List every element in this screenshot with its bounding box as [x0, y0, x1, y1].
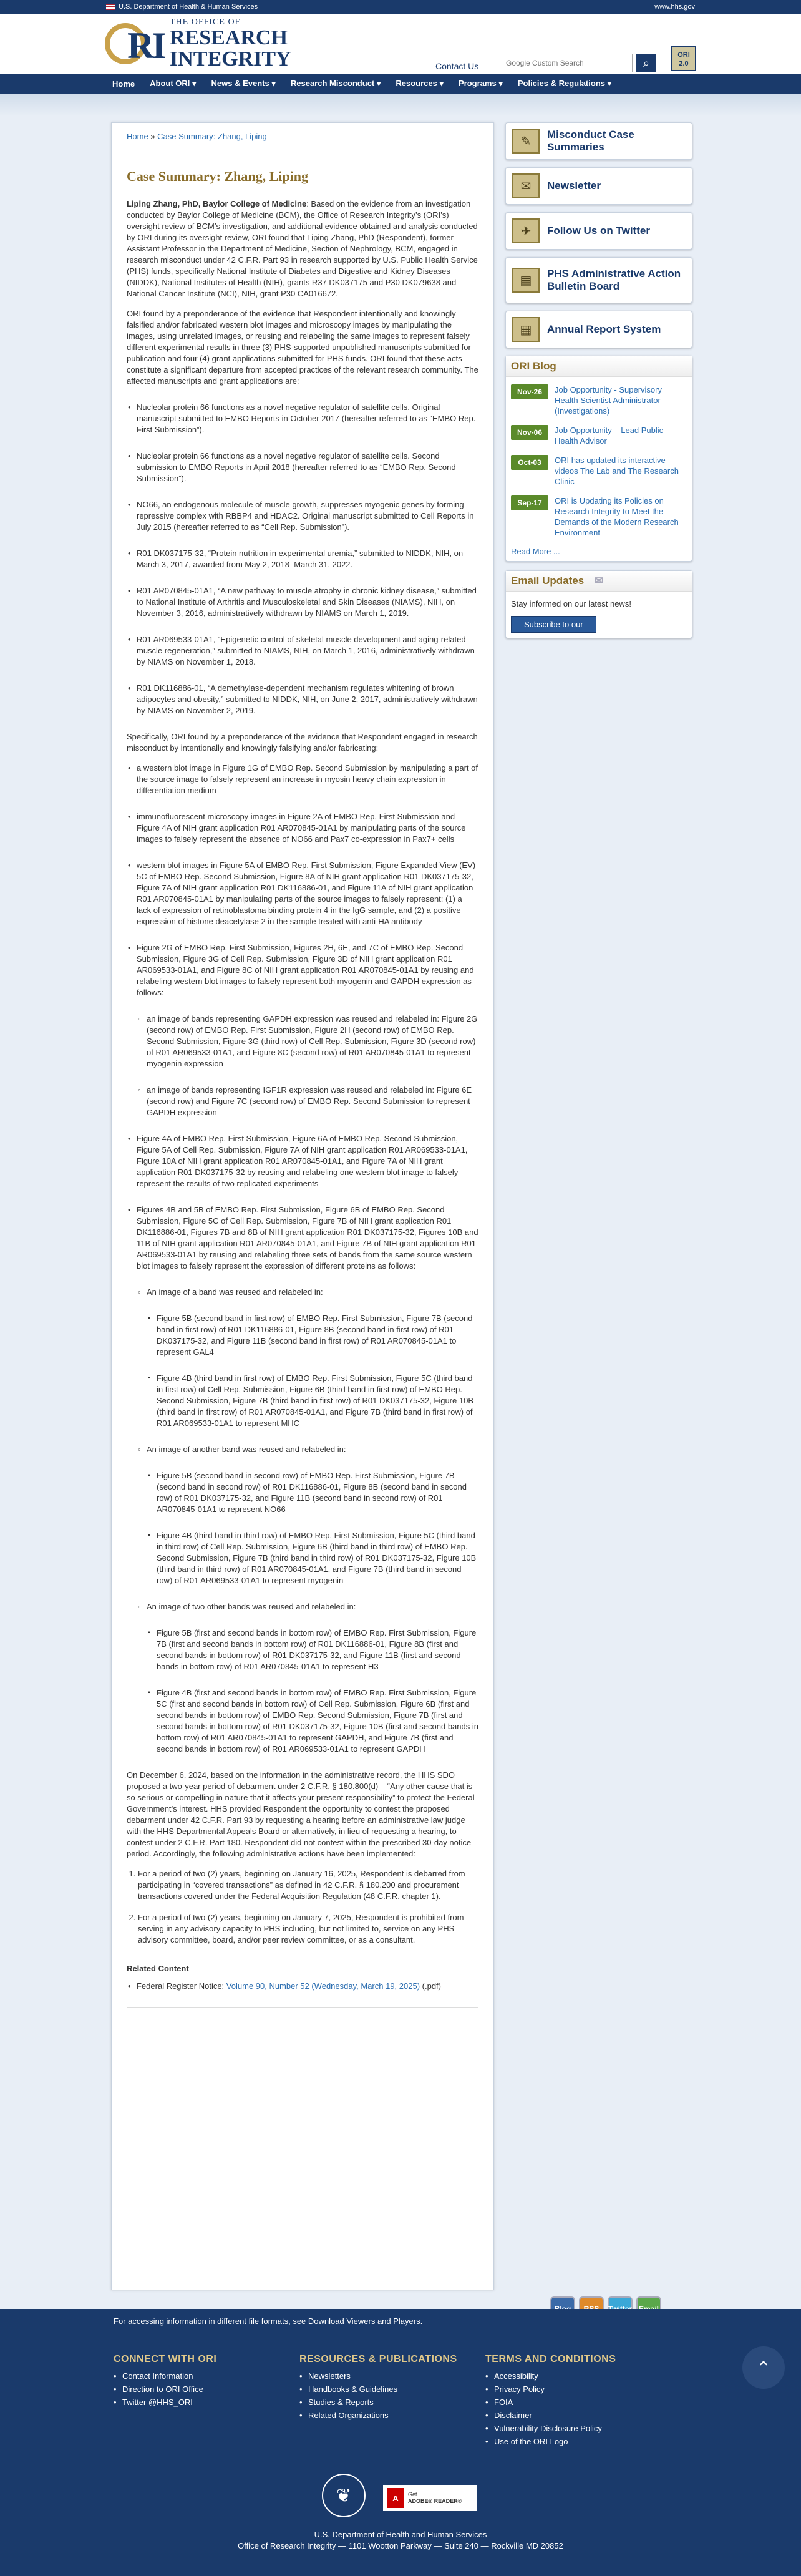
list-item	[127, 942, 478, 1118]
adobe-reader-badge[interactable]	[383, 2485, 477, 2511]
sidebar	[505, 122, 692, 647]
footer-link[interactable]: Privacy Policy	[494, 2384, 545, 2394]
list-item: • R01 DK037175-32, “Protein nutrition in experimental uremia,” submitted to NIDDK, NIH, on March 3, 2017, awarded from May 2, 2018–March 31, 2022.	[127, 548, 478, 570]
intro-paragraph	[127, 198, 478, 300]
hhs-link[interactable]: www.hhs.gov	[654, 3, 695, 11]
viewers-text: For accessing information in different file formats, see	[114, 2316, 308, 2326]
footer-link[interactable]: Newsletters	[308, 2371, 351, 2381]
list-item	[137, 1287, 478, 1429]
list-item: ◦ an image of bands representing GAPDH expression was reused and relabeled in: Figure 2G (second row) of EMBO Rep. First Submission, Figure 2H (second row) of EMBO Rep. Second Submission, Figure 3G (third row) of Cell Rep. Submission, Figure 3D (second row) of R01 AR069533-01A1, and Figure 8C (second row) of R01 AR070845-01A1 to represent myogenin expression	[137, 1013, 478, 1070]
email-updates-title	[506, 571, 692, 592]
search-bar	[502, 54, 656, 72]
breadcrumb	[127, 132, 478, 141]
list-item: ▪ Figure 4B (third band in first row) of EMBO Rep. First Submission, Figure 5C (third band in first row) of Cell Rep. Submission, Figure 6B (third band in first row) of EMBO Rep. Second Submission, Figure 7B (third band in first row) of R01 DK037175-32, Figure 10B (third band in first row) of R01 AR070845-01A1, and Figure 7B (third band in first row) of R01 AR069533-01A1 to represent MHC	[147, 1373, 478, 1429]
list-item: 2. For a period of two (2) years, beginning on January 7, 2025, Respondent is prohibited from serving in any advisory capacity to PHS including, but not limited to, service on any PHS advisory committee, board, and/or peer review committee, or as a consultant.	[138, 1912, 478, 1946]
list-item: ▪ Figure 5B (first and second bands in bottom row) of EMBO Rep. First Submission, Figure 7B (first and second bands in bottom row) of R01 DK116886-01, Figure 8B (first and second bands in bottom row) of R01 DK037175-32, and Figure 11B (first and second bands in bottom row) of R01 AR070845-01A1 to represent H3	[147, 1627, 478, 1672]
post-link[interactable]: Job Opportunity – Lead Public Health Advisor	[555, 426, 664, 446]
post-link[interactable]: Job Opportunity - Supervisory Health Scientist Administrator (Investigations)	[555, 385, 662, 416]
federal-register-link[interactable]: Volume 90, Number 52 (Wednesday, March 19, 2025)	[226, 1981, 420, 1991]
list-item: • R01 AR070845-01A1, “A new pathway to muscle atrophy in chronic kidney disease,” submitted to National Institute of Arthritis and Musculoskeletal and Skin Diseases (NIAMS), NIH, on November 3, 2016, administratively withdrawn by NIAMS on March 1, 2019.	[127, 585, 478, 619]
card-label: Newsletter	[547, 180, 601, 192]
viewers-note	[114, 2316, 422, 2326]
ori-badge-line-2: 2.0	[679, 60, 689, 67]
blog-post	[511, 455, 687, 487]
sub-sub-list	[147, 1627, 478, 1755]
search-button[interactable]	[636, 54, 656, 72]
footer-col-resources	[299, 2354, 457, 2424]
intro-text: : Based on the evidence from an investigation conducted by Baylor College of Medicine (BCM), the Office of Research Integrity’s (ORI’s) oversight review of BCM’s investigation, and additional evidence obtained and analysis conducted by ORI during its oversight review, ORI found that Liping Zhang, PhD (Respondent), former Assistant Professor in the Department of Medicine, Section of Nephrology, BCM, engaged in research misconduct under 42 C.F.R. Part 93 in research supported by U.S. Public Health Service (PHS) funds, specifically National Institute of Diabetes and Digestive and Kidney Diseases (NIDDK), National Institutes of Health (NIH), grants R37 DK037175 and P30 DK079638 and National Cancer Institute (NCI), NIH, grant P30 CA016672.	[127, 199, 478, 298]
related-suffix: (.pdf)	[420, 1981, 441, 1991]
card-label: PHS Administrative Action Bulletin Board	[547, 268, 681, 292]
footer-link[interactable]: Contact Information	[122, 2371, 193, 2381]
ori-badge-line-1: ORI	[677, 51, 690, 59]
footer-col-title: CONNECT WITH ORI	[114, 2354, 217, 2364]
header-band	[0, 94, 801, 116]
post-date: Sep-17	[511, 495, 548, 510]
card-twitter[interactable]	[505, 212, 692, 250]
logo-line-3: INTEGRITY	[170, 47, 291, 71]
hhs-label	[106, 3, 258, 11]
footer-address-1: U.S. Department of Health and Human Services	[314, 2530, 487, 2539]
envelope-icon: ✉	[594, 575, 604, 587]
list-item: ◦ an image of bands representing IGF1R expression was reused and relabeled in: Figure 6E (second row) and Figure 7C (second row) of EMBO Rep. Second Submission to represent GAPDH expression	[137, 1085, 478, 1118]
ori-blog-box	[505, 356, 692, 562]
debarment-paragraph: On December 6, 2024, based on the information in the administrative record, the HHS SDO proposed a two-year period of debarment under 2 C.F.R. § 180.800(d) – “Any other cause that is so serious or compelling in nature that it affects your present responsibility” to protect the Federal Government’s interest. HHS provided Respondent the opportunity to contest the proposed debarment under 42 C.F.R. Part 93 by requesting a hearing before an administrative law judge with the HHS Departmental Appeals Board or alternatively, in lieu of requesting a hearing, to contest under 2 C.F.R. Part 180. Respondent did not contest within the prescribed 30-day notice period. Accordingly, the following administrative actions have been implemented:	[127, 1770, 475, 1858]
page-title: Case Summary: Zhang, Liping	[127, 168, 308, 184]
bulletin-board-icon: ▤	[512, 268, 540, 293]
ori-2-badge[interactable]	[671, 46, 696, 71]
ori-logo[interactable]	[105, 17, 291, 70]
main-content	[111, 122, 494, 2290]
blog-post	[511, 495, 687, 538]
footer-link[interactable]: FOIA	[494, 2398, 513, 2407]
nav-programs[interactable]: Programs ▾	[459, 79, 503, 88]
list-item: • Nucleolar protein 66 functions as a novel negative regulator of satellite cells. Original manuscript submitted to EMBO Reports in October 2017 (hereafter referred to as “EMBO Rep. First Submission”).	[127, 402, 478, 436]
group-heading: An image of another band was reused and relabeled in:	[147, 1445, 346, 1454]
findings-list	[127, 763, 478, 1755]
footer-link[interactable]: Twitter @HHS_ORI	[122, 2398, 193, 2407]
group-heading: An image of a band was reused and relabeled in:	[147, 1287, 323, 1297]
post-date: Nov-26	[511, 384, 548, 399]
footer-link[interactable]: Disclaimer	[494, 2411, 532, 2420]
adobe-reader-label: ADOBE® READER®	[408, 2498, 462, 2504]
footer-col-title: TERMS AND CONDITIONS	[485, 2354, 616, 2364]
adobe-text	[408, 2491, 462, 2505]
nav-research-misconduct[interactable]: Research Misconduct ▾	[290, 79, 381, 88]
post-date: Nov-06	[511, 425, 548, 440]
footer-link[interactable]: Related Organizations	[308, 2411, 389, 2420]
list-item: • immunofluorescent microscopy images in Figure 2A of EMBO Rep. First Submission and Figure 4A of NIH grant application R01 AR070845-01A1 by manipulating parts of the source images to falsely represent the absence of NO66 and Pax7 co-expression in Pax7+ cells	[127, 811, 478, 845]
footer-link[interactable]: Vulnerability Disclosure Policy	[494, 2424, 602, 2433]
email-updates-box	[505, 570, 692, 638]
ori-logo-mark-icon: RI	[105, 18, 155, 69]
footer-link[interactable]: Accessibility	[494, 2371, 538, 2381]
actions-list	[127, 1868, 478, 1946]
post-link[interactable]: ORI has updated its interactive videos The Lab and The Research Clinic	[555, 456, 679, 486]
respondent-name: Liping Zhang, PhD, Baylor College of Medicine	[127, 199, 307, 208]
case-summaries-icon: ✎	[512, 129, 540, 154]
list-item: • NO66, an endogenous molecule of muscle growth, suppresses myogenic genes by forming repressive complex with RBBP4 and HDAC2. Original manuscript submitted to Cell Reports in July 2015 (hereafter referred to as “Cell Rep. Submission”).	[127, 499, 478, 533]
footer-link[interactable]: Use of the ORI Logo	[494, 2437, 568, 2446]
breadcrumb-current[interactable]: Case Summary: Zhang, Liping	[157, 132, 267, 141]
sub-sub-list	[147, 1470, 478, 1586]
list-item: ▪ Figure 4B (first and second bands in bottom row) of EMBO Rep. First Submission, Figure 5C (first and second bands in bottom row) of Cell Rep. Submission, Figure 6B (first and second bands in bottom row) of EMBO Rep. Second Submission, Figure 7B (first and second bands in bottom row) of R01 DK037175-32, Figure 10B (first and second bands in bottom row) of R01 AR070845-01A1 to represent GAPDH, and Figure 7B (first and second bands in bottom row) of R01 AR069533-01A1 to represent GAPDH	[147, 1687, 478, 1755]
nav-resources[interactable]: Resources ▾	[396, 79, 444, 88]
contact-us-link[interactable]: Contact Us	[435, 61, 479, 71]
post-link[interactable]: ORI is Updating its Policies on Research Integrity to Meet the Demands of the Modern Research Environment	[555, 496, 679, 537]
adobe-icon: A	[387, 2488, 404, 2508]
chevron-up-icon: ⌃	[756, 2358, 771, 2378]
search-icon: ⌕	[643, 56, 650, 69]
nav-home[interactable]: Home	[112, 79, 135, 89]
divider	[127, 2007, 478, 2008]
sub-list	[137, 1287, 478, 1755]
related-list	[127, 1981, 478, 1992]
list-item	[137, 1444, 478, 1586]
card-label: Annual Report System	[547, 323, 661, 335]
hhs-top-bar	[0, 0, 801, 14]
email-updates-title-text: Email Updates	[511, 575, 585, 587]
blog-post	[511, 425, 687, 446]
subscribe-button[interactable]: Subscribe to our	[511, 616, 596, 633]
read-more-link[interactable]: Read More ...	[511, 547, 560, 556]
specifically-paragraph: Specifically, ORI found by a preponderance of the evidence that Respondent engaged in research misconduct by intentionally and knowingly falsifying and/or fabricating:	[127, 732, 478, 753]
list-item: ▪ Figure 4B (third band in third row) of EMBO Rep. First Submission, Figure 5C (third band in third row) of Cell Rep. Submission, Figure 6B (third band in third row) of EMBO Rep. Second Submission, Figure 7B (third band in third row) of R01 DK037175-32, Figure 10B (third band in third row) of R01 AR070845-01A1, and Figure 7B (third band in second row) of R01 AR069533-01A1 to represent myogenin	[147, 1530, 478, 1586]
card-phs-bulletin[interactable]	[505, 257, 692, 303]
sub-list	[137, 1013, 478, 1118]
finding-text: Figures 4B and 5B of EMBO Rep. First Submission, Figure 6B of EMBO Rep. Second Submission, Figure 5C of Cell Rep. Submission, Figure 7B of NIH grant application R01 DK116886-01, Figures 7B and 8B of NIH grant application R01 DK037175-32, Figures 10B and 11B of NIH grant application R01 AR070845-01A1, and Figure 7B of NIH grant application R01 AR069533-01A1 by reusing and relabeling three sets of bands from the same source western blot images to falsely represent the expression of different proteins as follows:	[137, 1205, 478, 1271]
nav-news[interactable]: News & Events ▾	[211, 79, 276, 88]
card-label: Misconduct Case Summaries	[547, 129, 634, 153]
search-input[interactable]	[502, 54, 633, 72]
site-footer	[0, 2309, 801, 2576]
list-item: • Nucleolar protein 66 functions as a novel negative regulator of satellite cells. Second submission to EMBO Reports in April 2018 (hereafter referred to as “EMBO Rep. Second Submission”).	[127, 451, 478, 484]
hhs-seal-icon[interactable]: ❦	[322, 2474, 366, 2517]
sub-sub-list	[147, 1313, 478, 1429]
related-prefix: Federal Register Notice:	[137, 1981, 226, 1991]
footer-link[interactable]: Studies & Reports	[308, 2398, 374, 2407]
group-heading: An image of two other bands was reused and relabeled in:	[147, 1602, 356, 1611]
logo-line-1: THE OFFICE OF	[170, 17, 241, 27]
newsletter-icon: ✉	[512, 173, 540, 198]
footer-address-2: Office of Research Integrity — 1101 Wootton Parkway — Suite 240 — Rockville MD 20852	[238, 2541, 563, 2550]
logo-line-2: RESEARCH	[170, 26, 288, 49]
nav-policies[interactable]: Policies & Regulations ▾	[517, 79, 612, 88]
post-date: Oct-03	[511, 455, 548, 470]
list-item	[137, 1601, 478, 1755]
back-to-top-button[interactable]	[742, 2346, 785, 2389]
viewers-link[interactable]: Download Viewers and Players.	[308, 2316, 423, 2326]
list-item	[127, 1981, 478, 1992]
adobe-get: Get	[408, 2491, 417, 2497]
footer-link[interactable]: Handbooks & Guidelines	[308, 2384, 398, 2394]
footer-col-title: RESOURCES & PUBLICATIONS	[299, 2354, 457, 2364]
us-flag-icon	[106, 4, 115, 10]
list-item: • a western blot image in Figure 1G of EMBO Rep. Second Submission by manipulating a part of the source image to falsely represent an increase in myosin heavy chain expression in differentiation medium	[127, 763, 478, 796]
hhs-agency-text: U.S. Department of Health & Human Services	[119, 3, 258, 11]
card-misconduct-case-summaries[interactable]	[505, 122, 692, 160]
breadcrumb-separator: »	[150, 132, 158, 141]
card-label: Follow Us on Twitter	[547, 225, 650, 237]
finding-text: Figure 2G of EMBO Rep. First Submission, Figures 2H, 6E, and 7C of EMBO Rep. Second Submission, Figure 3G of Cell Rep. Submission, Figure 3D of NIH grant application R01 AR069533-01A1, and Figure 8C of NIH grant application R01 AR070845-01A1 by reusing and relabeling western blot images to falsely represent both myogenin and GAPDH expression as follows:	[137, 943, 474, 997]
blog-post	[511, 384, 687, 416]
footer-link[interactable]: Direction to ORI Office	[122, 2384, 203, 2394]
list-item: • western blot images in Figure 5A of EMBO Rep. First Submission, Figure Expanded View (EV) 5C of EMBO Rep. Second Submission, Figure 8A of NIH grant application R01 DK037175-32, Figure 7A of NIH grant application R01 DK116886-01, and Figure 11A of NIH grant application R01 AR070845-01A1 by manipulating parts of the source images to falsely represent: (1) a lack of expression of retinoblastoma binding protein 4 in the IgG sample, and (2) a positive expression of histone deacetylase 2 in the sample treated with anti-HA antibody	[127, 860, 478, 927]
list-item: 1. For a period of two (2) years, beginning on January 16, 2025, Respondent is debarred from participating in “covered transactions” as defined in 42 C.F.R. § 180.200 and procurement transactions covered under the Federal Acquisition Regulation (48 C.F.R. chapter 1).	[138, 1868, 478, 1902]
site-header	[0, 14, 801, 74]
affected-list	[127, 402, 478, 716]
preponderance-paragraph: ORI found by a preponderance of the evidence that Respondent intentionally and knowingly falsified and/or fabricated western blot images and microscopy images by manipulating the images, using unrelated images, or reusing and relabeling the same images to represent falsely different experimental results in three (3) PHS-supported unpublished manuscripts submitted for publication and four (4) grant applications submitted for PHS funds. ORI found that these acts constitute a significant departure from accepted practices of the relevant research community. The affected manuscripts and grant applications are:	[127, 309, 478, 386]
nav-about[interactable]: About ORI ▾	[150, 79, 197, 88]
list-item: • R01 AR069533-01A1, “Epigenetic control of skeletal muscle development and aging-related muscle regeneration,” submitted to NIAMS, NIH, on March 1, 2016, administratively withdrawn by NIAMS on November 1, 2018.	[127, 634, 478, 668]
blog-title: ORI Blog	[506, 356, 692, 377]
footer-col-connect	[114, 2354, 216, 2411]
list-item: • R01 DK116886-01, “A demethylase-dependent mechanism regulates whitening of brown adipocytes and obesity,” submitted to NIDDK, NIH, on June 2, 2017, administratively withdrawn by NIAMS on November 2, 2019.	[127, 683, 478, 716]
email-updates-text: Stay informed on our latest news!	[511, 599, 631, 608]
footer-col-terms	[485, 2354, 616, 2450]
card-newsletter[interactable]	[505, 167, 692, 205]
breadcrumb-home[interactable]: Home	[127, 132, 148, 141]
list-item: ▪ Figure 5B (second band in second row) of EMBO Rep. First Submission, Figure 7B (second band in second row) of R01 DK116886-01, Figure 8B (second band in second row) of R01 DK037175-32, and Figure 11B (second band in second row) of R01 AR070845-01A1 to represent NO66	[147, 1470, 478, 1515]
annual-report-icon: ▦	[512, 317, 540, 342]
main-nav	[0, 74, 801, 94]
list-item	[127, 1204, 478, 1755]
list-item: • Figure 4A of EMBO Rep. First Submission, Figure 6A of EMBO Rep. Second Submission, Figure 5A of Cell Rep. Submission, Figure 7A of NIH grant application R01 AR069533-01A1, Figure 10A of NIH grant application R01 AR070845-01A1, and Figure 7A of NIH grant application R01 DK037175-32 by reusing and relabeling one western blot image to falsely represent the results of two replicated experiments	[127, 1133, 478, 1189]
related-content-heading: Related Content	[127, 1956, 478, 1973]
list-item: ▪ Figure 5B (second band in first row) of EMBO Rep. First Submission, Figure 7B (second band in first row) of R01 DK116886-01, Figure 8B (second band in first row) of R01 DK037175-32, and Figure 11B (second band in first row) of R01 AR070845-01A1 to represent GAL4	[147, 1313, 478, 1358]
twitter-bird-icon: ✈	[512, 218, 540, 243]
card-annual-report[interactable]	[505, 311, 692, 348]
